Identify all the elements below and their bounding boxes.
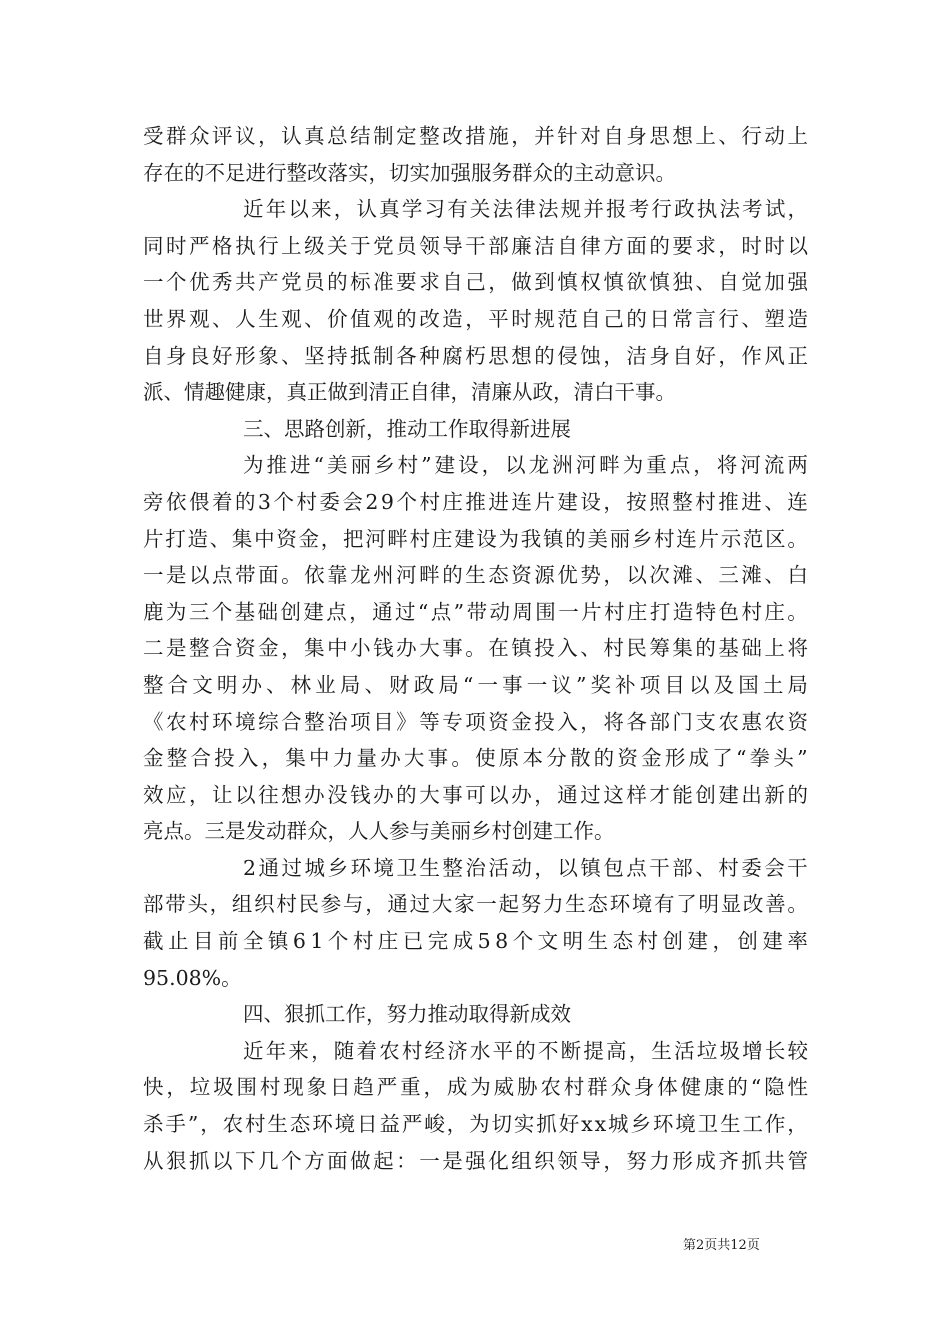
text-line: 2 通 过 城 乡 环 境 卫 生 整 治 活 动 ， 以 镇 包 点 干 部 、 村 委 会 干: [243, 855, 808, 880]
text-line: 效 应 ， 让 以 往 想 办 没 钱 办 的 大 事 可 以 办 ， 通 过 这 样 才 能 创 建 出 新 的: [143, 782, 808, 807]
document-body: [143, 118, 808, 1179]
text-line: 从 狠 抓 以 下 几 个 方 面 做 起 ： 一 是 强 化 组 织 领 导 ， 努 力 形 成 齐 抓 共 管: [143, 1148, 808, 1173]
text-line: 亮点。三是发动群众，人人参与美丽乡村创建工作。: [143, 819, 615, 844]
text-line: 近 年 来 ， 随 着 农 村 经 济 水 平 的 不 断 提 高 ， 生 活 垃 圾 增 长 较: [243, 1038, 808, 1063]
section-heading: 四、狠抓工作，努力推动取得新成效: [243, 1002, 571, 1027]
text-line: 截 止 目 前 全 镇 6 1 个 村 庄 已 完 成 5 8 个 文 明 生 态 村 创 建 ， 创 建 率: [143, 929, 808, 954]
text-line: 片 打 造 、 集 中 资 金 ， 把 河 畔 村 庄 建 设 为 我 镇 的 美 丽 乡 村 连 片 示 范 区 。: [143, 526, 808, 551]
text-line: 受 群 众 评 议 ， 认 真 总 结 制 定 整 改 措 施 ， 并 针 对 自 身 思 想 上 、 行 动 上: [143, 124, 808, 148]
text-line: 存在的不足进行整改落实，切实加强服务群众的主动意识。: [143, 160, 676, 185]
text-line: 二 是 整 合 资 金 ， 集 中 小 钱 办 大 事 。 在 镇 投 入 、 村 民 筹 集 的 基 础 上 将: [143, 636, 808, 661]
text-line: 为 推 进 “ 美 丽 乡 村 ” 建 设 ， 以 龙 洲 河 畔 为 重 点 ， 将 河 流 两: [243, 453, 808, 478]
text-line: 一 是 以 点 带 面 。 依 靠 龙 州 河 畔 的 生 态 资 源 优 势 ， 以 次 滩 、 三 滩 、 白: [143, 563, 808, 588]
text-line: 一 个 优 秀 共 产 党 员 的 标 准 要 求 自 己 ， 做 到 慎 权 慎 欲 慎 独 、 自 觉 加 强: [143, 270, 808, 295]
text-line: 派、情趣健康，真正做到清正自律，清廉从政，清白干事。: [143, 380, 676, 405]
text-line: 95.08%。: [143, 965, 242, 990]
text-line: 快 ， 垃 圾 围 村 现 象 日 趋 严 重 ， 成 为 威 胁 农 村 群 众 身 体 健 康 的 “ 隐 性: [143, 1075, 808, 1100]
text-line: 部 带 头 ， 组 织 村 民 参 与 ， 通 过 大 家 一 起 努 力 生 态 环 境 有 了 明 显 改 善 。: [143, 892, 808, 917]
text-line: 旁 依 偎 着 的 3 个 村 委 会 2 9 个 村 庄 推 进 连 片 建 设 ， 按 照 整 村 推 进 、 连: [143, 489, 808, 514]
page-number-footer: 第2页共12页: [683, 1238, 760, 1253]
text-line: 杀 手 ” ， 农 村 生 态 环 境 日 益 严 峻 ， 为 切 实 抓 好 x x 城 乡 环 境 卫 生 工 作 ，: [143, 1112, 808, 1137]
text-line: 近 年 以 来 ， 认 真 学 习 有 关 法 律 法 规 并 报 考 行 政 执 法 考 试 ，: [243, 197, 808, 222]
text-line: 金 整 合 投 入 ， 集 中 力 量 办 大 事 。 使 原 本 分 散 的 资 金 形 成 了 “ 拳 头 ”: [143, 746, 808, 771]
text-line: 世 界 观 、 人 生 观 、 价 值 观 的 改 造 ， 平 时 规 范 自 己 的 日 常 言 行 、 塑 造: [143, 306, 808, 331]
section-heading: 三、思路创新，推动工作取得新进展: [243, 416, 571, 441]
text-line: 同 时 严 格 执 行 上 级 关 于 党 员 领 导 干 部 廉 洁 自 律 方 面 的 要 求 ， 时 时 以: [143, 233, 808, 258]
text-line: 《 农 村 环 境 综 合 整 治 项 目 》 等 专 项 资 金 投 入 ， 将 各 部 门 支 农 惠 农 资: [143, 709, 808, 734]
text-line: 整 合 文 明 办 、 林 业 局 、 财 政 局 “ 一 事 一 议 ” 奖 补 项 目 以 及 国 土 局: [143, 672, 808, 697]
text-line: 自 身 良 好 形 象 、 坚 持 抵 制 各 种 腐 朽 思 想 的 侵 蚀 ， 洁 身 自 好 ， 作 风 正: [143, 343, 808, 368]
text-line: 鹿 为 三 个 基 础 创 建 点 ， 通 过 “ 点 ” 带 动 周 围 一 片 村 庄 打 造 特 色 村 庄 。: [143, 599, 808, 624]
